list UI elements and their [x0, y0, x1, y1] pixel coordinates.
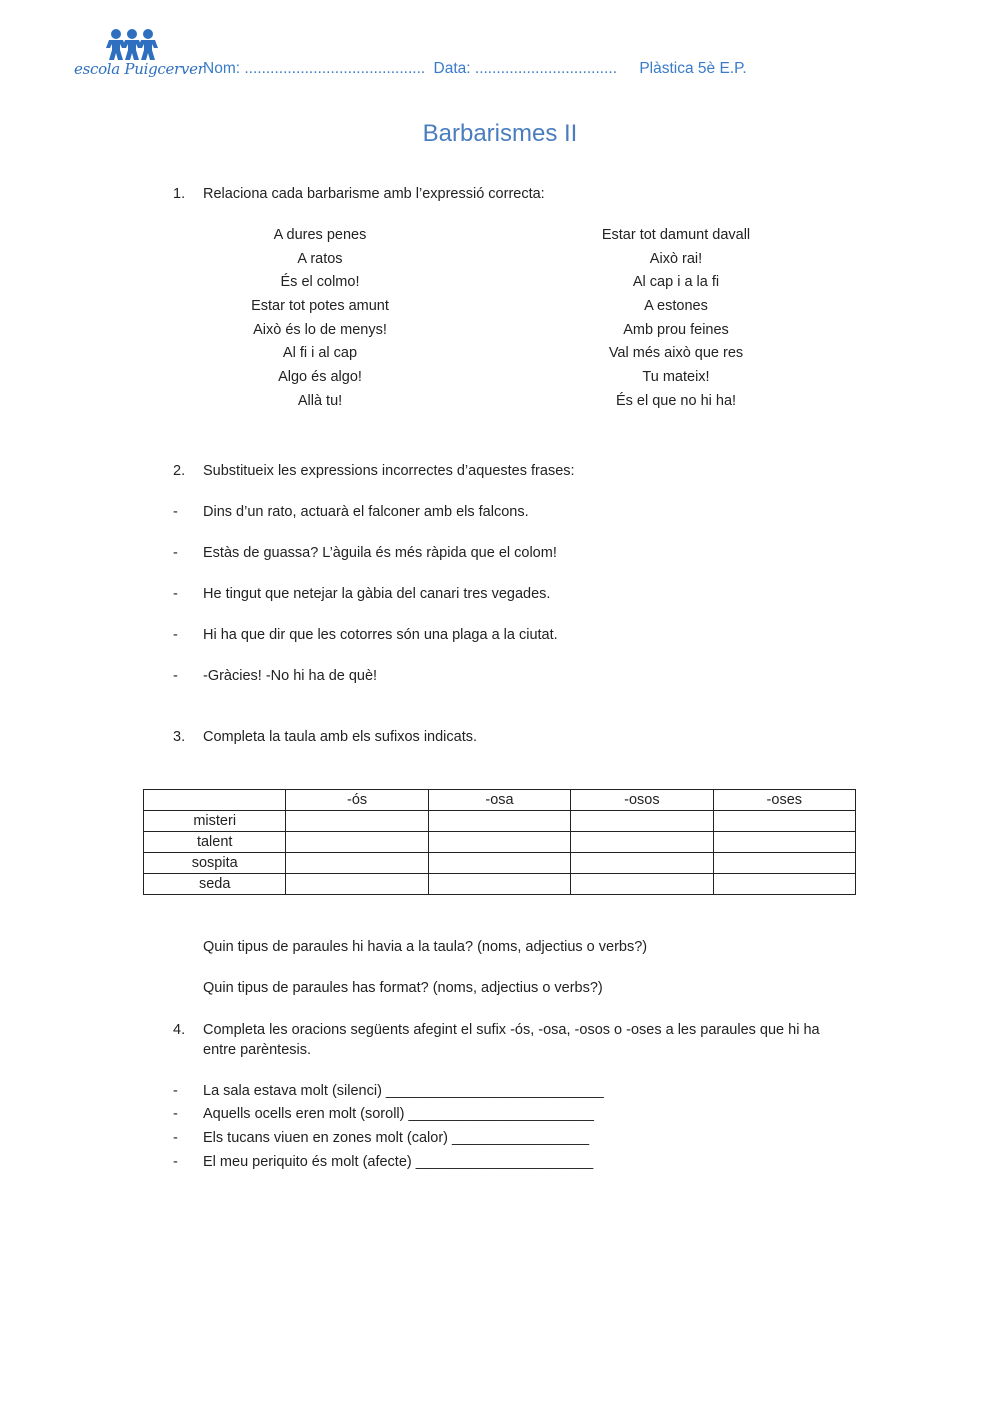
table-row	[144, 874, 856, 895]
exercise-4-number: 4.	[173, 1022, 186, 1038]
school-logo	[72, 28, 205, 88]
barbarism-item: És el colmo!	[280, 274, 360, 290]
barbarism-item: A ratos	[297, 251, 343, 267]
school-name: escola Puigcerver	[74, 60, 205, 78]
correct-expression-item: Amb prou feines	[623, 322, 729, 338]
exercise-2-number: 2.	[173, 463, 186, 479]
bullet-dash: -	[173, 1154, 178, 1170]
table-row	[144, 853, 856, 874]
answer-cell[interactable]	[286, 811, 428, 832]
row-label: misteri	[144, 811, 286, 832]
exercise-4-instruction-line2: entre parèntesis.	[203, 1042, 312, 1058]
answer-cell[interactable]	[428, 832, 570, 853]
bullet-dash: -	[173, 1083, 178, 1099]
barbarism-item: Estar tot potes amunt	[251, 298, 389, 314]
correct-expression-item: Tu mateix!	[642, 369, 710, 385]
sentence-item: Hi ha que dir que les cotorres són una plaga a la ciutat.	[203, 627, 558, 643]
sentence-item: He tingut que netejar la gàbia del canari tres vegades.	[203, 586, 551, 602]
barbarism-item: Això és lo de menys!	[253, 322, 387, 338]
date-field[interactable]: Data: .................................	[433, 60, 617, 77]
answer-cell[interactable]	[428, 874, 570, 895]
bullet-dash: -	[173, 668, 178, 684]
answer-cell[interactable]	[713, 874, 855, 895]
barbarism-item: A dures penes	[273, 227, 367, 243]
table-header-cell: -osos	[571, 790, 713, 811]
exercise-4-instruction-line1: Completa les oracions següents afegint el sufix -ós, -osa, -osos o -oses a les paraules que hi ha	[203, 1022, 820, 1038]
exercise-3-instruction: Completa la taula amb els sufixos indicats.	[203, 729, 478, 745]
header-fields	[203, 60, 751, 78]
answer-cell[interactable]	[713, 853, 855, 874]
answer-cell[interactable]	[713, 832, 855, 853]
fill-in-sentence[interactable]: El meu periquito és molt (afecte) ______________________	[203, 1154, 594, 1170]
answer-cell[interactable]	[571, 853, 713, 874]
answer-cell[interactable]	[428, 811, 570, 832]
bullet-dash: -	[173, 545, 178, 561]
row-label: sospita	[144, 853, 286, 874]
barbarism-item: Algo és algo!	[278, 369, 362, 385]
table-header-cell	[144, 790, 286, 811]
correct-expression-item: És el que no hi ha!	[615, 393, 737, 409]
exercise-3-number: 3.	[173, 729, 186, 745]
table-header-cell: -oses	[713, 790, 855, 811]
barbarism-item: Allà tu!	[297, 393, 343, 409]
table-header-row	[144, 790, 856, 811]
answer-cell[interactable]	[571, 832, 713, 853]
row-label: talent	[144, 832, 286, 853]
answer-cell[interactable]	[286, 832, 428, 853]
table-header-cell: -ós	[286, 790, 428, 811]
name-field[interactable]: Nom: ..........................................	[203, 60, 426, 77]
fill-in-sentence[interactable]: Els tucans viuen en zones molt (calor) _________________	[203, 1130, 590, 1146]
answer-cell[interactable]	[571, 811, 713, 832]
answer-cell[interactable]	[428, 853, 570, 874]
suffix-table	[143, 789, 856, 895]
sentence-item: Dins d’un rato, actuarà el falconer amb els falcons.	[203, 504, 529, 520]
question-word-type-table: Quin tipus de paraules hi havia a la taula? (noms, adjectius o verbs?)	[203, 939, 648, 955]
question-word-type-formed: Quin tipus de paraules has format? (noms, adjectius o verbs?)	[203, 980, 603, 996]
exercise-2-instruction: Substitueix les expressions incorrectes d’aquestes frases:	[203, 463, 575, 479]
bullet-dash: -	[173, 586, 178, 602]
table-row	[144, 811, 856, 832]
sentence-item: Estàs de guassa? L’àguila és més ràpida que el colom!	[203, 545, 557, 561]
exercise-1-number: 1.	[173, 186, 186, 202]
answer-cell[interactable]	[286, 853, 428, 874]
sentence-item: -Gràcies! -No hi ha de què!	[203, 668, 378, 684]
correct-expression-item: Val més això que res	[608, 345, 744, 361]
answer-cell[interactable]	[571, 874, 713, 895]
page-title: Barbarismes II	[422, 120, 578, 147]
fill-in-sentence[interactable]: Aquells ocells eren molt (soroll) _______________________	[203, 1106, 594, 1122]
table-row	[144, 832, 856, 853]
subject-label: Plàstica 5è E.P.	[639, 60, 747, 77]
bullet-dash: -	[173, 1106, 178, 1122]
correct-expression-item: Això rai!	[649, 251, 703, 267]
exercise-1-instruction: Relaciona cada barbarisme amb l’expressió correcta:	[203, 186, 545, 202]
bullet-dash: -	[173, 504, 178, 520]
barbarism-item: Al fi i al cap	[282, 345, 358, 361]
answer-cell[interactable]	[286, 874, 428, 895]
bullet-dash: -	[173, 627, 178, 643]
answer-cell[interactable]	[713, 811, 855, 832]
fill-in-sentence[interactable]: La sala estava molt (silenci) ___________________________	[203, 1083, 604, 1099]
correct-expression-item: A estones	[644, 298, 708, 314]
correct-expression-item: Estar tot damunt davall	[601, 227, 751, 243]
correct-expression-item: Al cap i a la fi	[632, 274, 720, 290]
table-header-cell: -osa	[428, 790, 570, 811]
row-label: seda	[144, 874, 286, 895]
bullet-dash: -	[173, 1130, 178, 1146]
children-figures-icon	[72, 28, 196, 62]
